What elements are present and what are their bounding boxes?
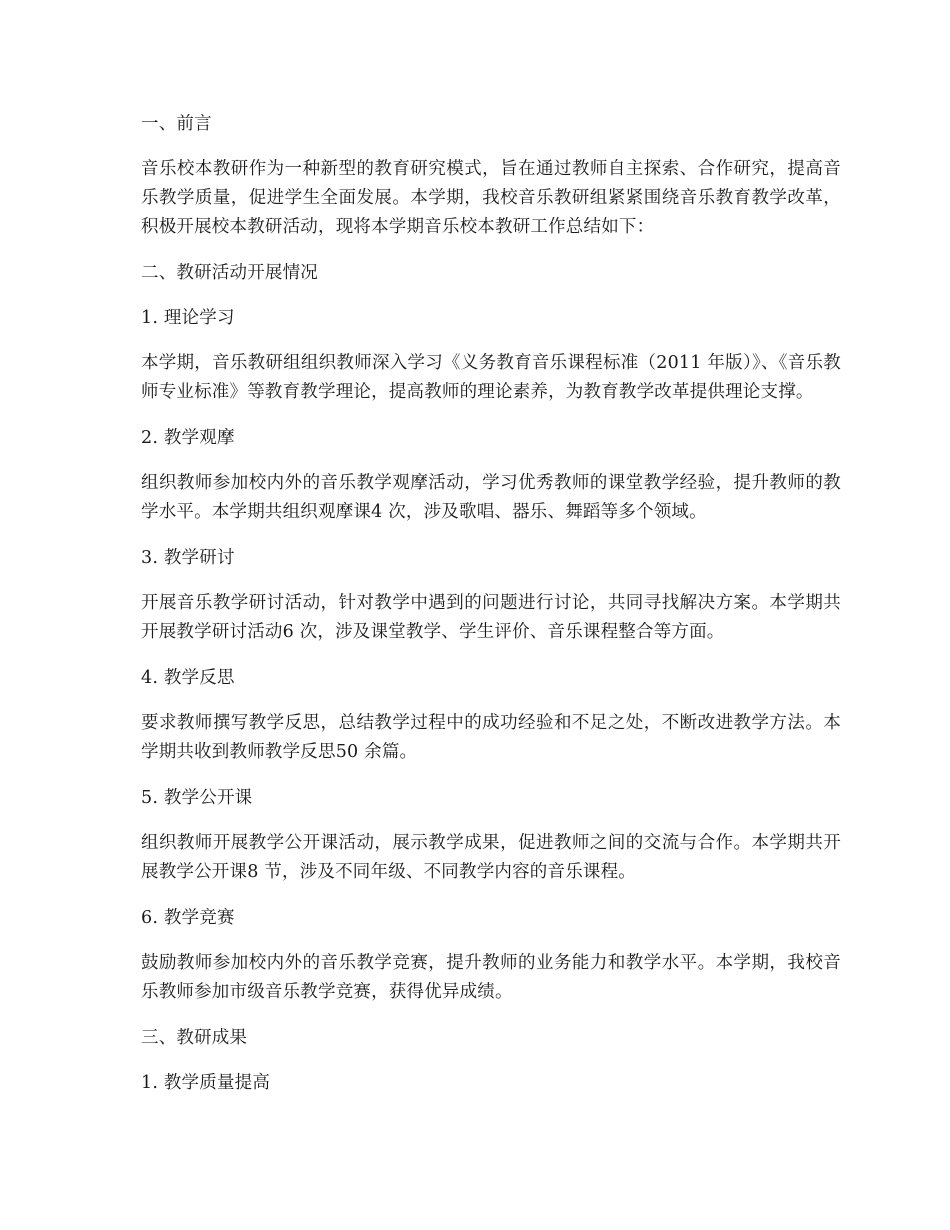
subsection-3-1-heading: 1. 教学质量提高 <box>141 1073 271 1093</box>
theory-study-paragraph: 本学期，音乐教研组组织教师深入学习《义务教育音乐课程标准（2011 年版）》、《音乐教师专业标准》等教育教学理论，提高教师的理论素养，为教育教学改革提供理论支撑。 <box>141 353 841 402</box>
teaching-observation-paragraph: 组织教师参加校内外的音乐教学观摩活动，学习优秀教师的课堂教学经验，提升教师的教学水平。本学期共组织观摩课4 次，涉及歌唱、器乐、舞蹈等多个领域。 <box>141 473 841 522</box>
section-1-heading: 一、前言 <box>141 114 212 134</box>
subsection-2-1-heading: 1. 理论学习 <box>141 308 235 328</box>
teaching-seminar-paragraph: 开展音乐教学研讨活动，针对教学中遇到的问题进行讨论，共同寻找解决方案。本学期共开展教学研讨活动6 次，涉及课堂教学、学生评价、音乐课程整合等方面。 <box>141 593 841 642</box>
subsection-2-4-heading: 4. 教学反思 <box>141 668 235 688</box>
open-class-paragraph: 组织教师开展教学公开课活动，展示教学成果，促进教师之间的交流与合作。本学期共开展教学公开课8 节，涉及不同年级、不同教学内容的音乐课程。 <box>141 833 841 882</box>
teaching-competition-paragraph: 鼓励教师参加校内外的音乐教学竞赛，提升教师的业务能力和教学水平。本学期，我校音乐教师参加市级音乐教学竞赛，获得优异成绩。 <box>141 953 841 1002</box>
subsection-2-6-heading: 6. 教学竞赛 <box>141 908 235 928</box>
section-2-heading: 二、教研活动开展情况 <box>141 263 318 283</box>
subsection-2-5-heading: 5. 教学公开课 <box>141 788 253 808</box>
document-page <box>141 110 841 1114</box>
subsection-2-2-heading: 2. 教学观摩 <box>141 428 235 448</box>
intro-paragraph: 音乐校本教研作为一种新型的教育研究模式，旨在通过教师自主探索、合作研究，提高音乐教学质量，促进学生全面发展。本学期，我校音乐教研组紧紧围绕音乐教育教学改革，积极开展校本教研活动，现将本学期音乐校本教研工作总结如下： <box>141 159 841 237</box>
subsection-2-3-heading: 3. 教学研讨 <box>141 548 235 568</box>
section-3-heading: 三、教研成果 <box>141 1028 248 1048</box>
teaching-reflection-paragraph: 要求教师撰写教学反思，总结教学过程中的成功经验和不足之处，不断改进教学方法。本学期共收到教师教学反思50 余篇。 <box>141 713 841 762</box>
